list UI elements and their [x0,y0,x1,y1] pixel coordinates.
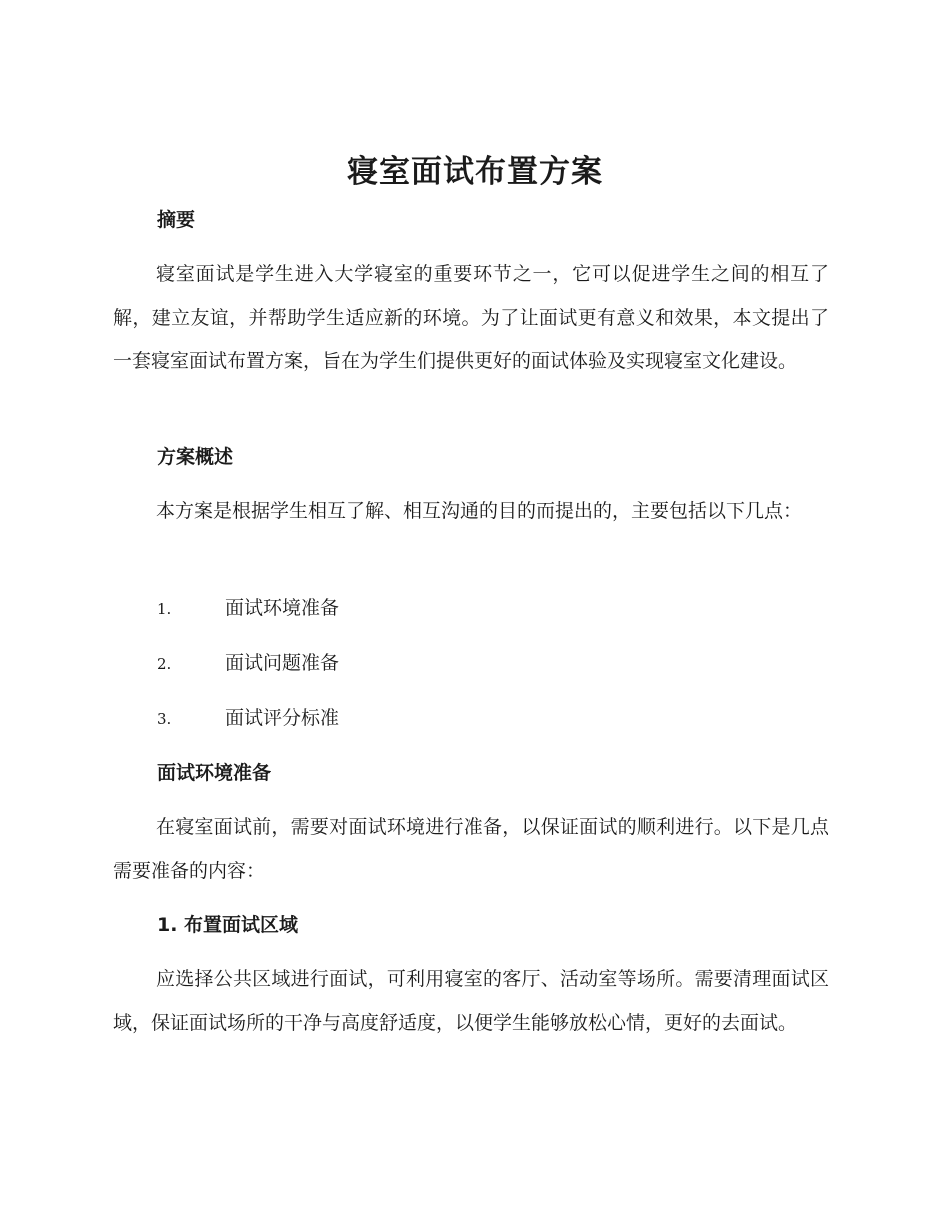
paragraph-environment: 在寝室面试前，需要对面试环境进行准备，以保证面试的顺利进行。以下是几点需要准备的内容： [113,816,829,882]
heading-environment: 面试环境准备 [157,762,272,784]
heading-overview: 方案概述 [157,446,234,468]
heading-area: 1. 布置面试区域 [157,914,299,936]
paragraph-overview: 本方案是根据学生相互了解、相互沟通的目的而提出的，主要包括以下几点： [156,500,803,522]
document-title: 寝室面试布置方案 [347,154,603,190]
list-item-1 [157,594,339,623]
paragraph-area: 应选择公共区域进行面试，可利用寝室的客厅、活动室等场所。需要清理面试区域，保证面试场所的干净与高度舒适度，以便学生能够放松心情，更好的去面试。 [113,968,829,1034]
list-text: 面试环境准备 [225,597,340,619]
list-item-3 [157,704,339,733]
heading-abstract: 摘要 [157,209,196,231]
list-text: 面试评分标准 [225,707,340,729]
list-text: 面试问题准备 [225,652,340,674]
list-number: 2. [157,655,172,673]
list-number: 1. [157,600,172,618]
list-number: 3. [157,710,172,728]
list-item-2 [157,649,339,678]
paragraph-abstract: 寝室面试是学生进入大学寝室的重要环节之一，它可以促进学生之间的相互了解，建立友谊，并帮助学生适应新的环境。为了让面试更有意义和效果，本文提出了一套寝室面试布置方案，旨在为学生们提供更好的面试体验及实现寝室文化建设。 [113,263,829,373]
